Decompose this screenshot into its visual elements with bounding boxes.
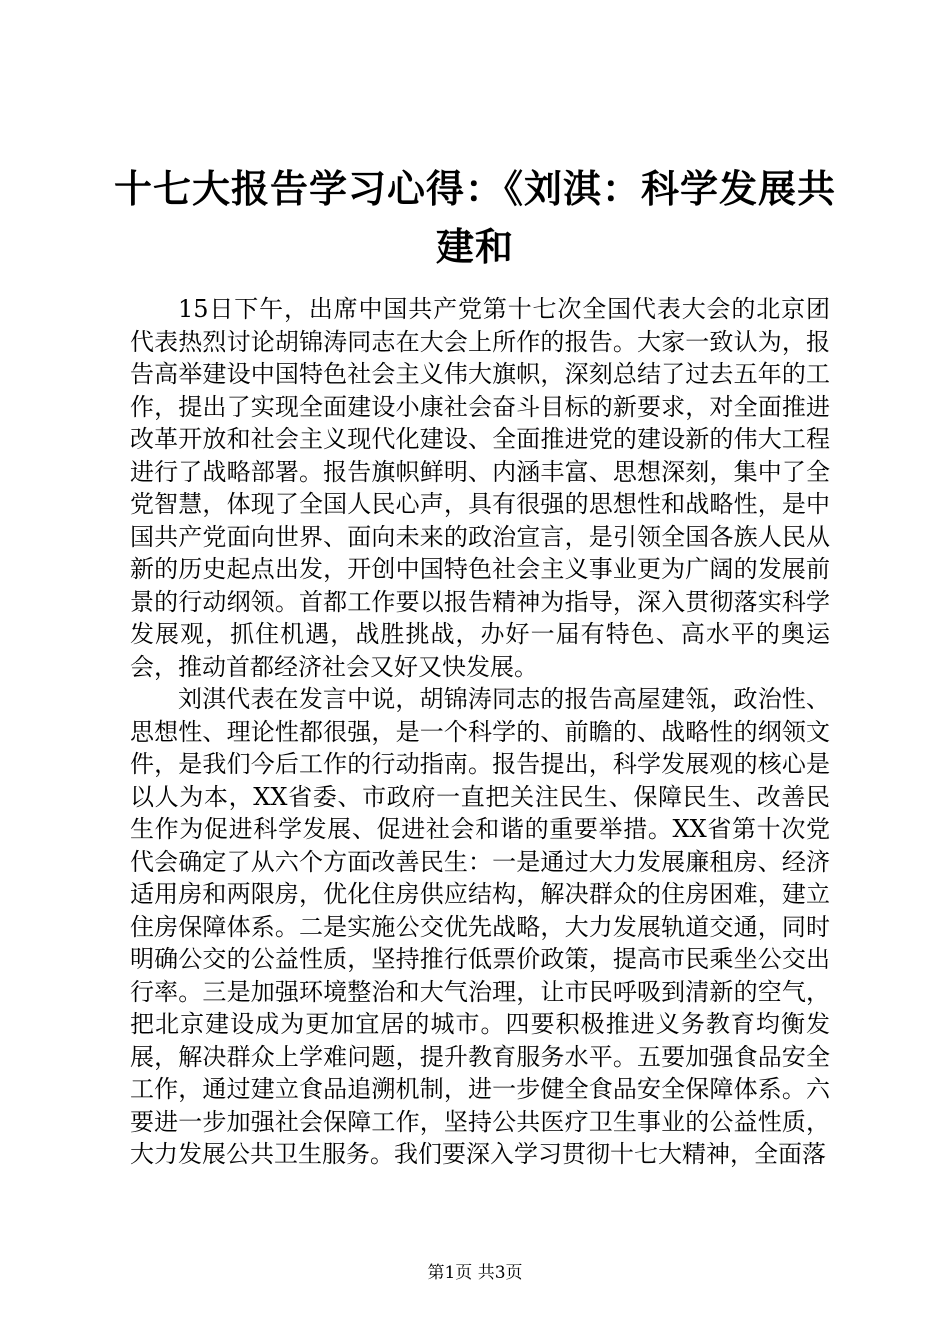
page-number: 第1页 共3页 [427,1263,523,1283]
document-body [130,293,830,1171]
title-block [112,160,838,276]
page-footer [0,1262,950,1284]
paragraph-1: 15日下午，出席中国共产党第十七次全国代表大会的北京团代表热烈讨论胡锦涛同志在大会上所作的报告。大家一致认为，报告高举建设中国特色社会主义伟大旗帜，深刻总结了过去五年的工作，提出了实现全面建设小康社会奋斗目标的新要求，对全面推进改革开放和社会主义现代化建设、全面推进党的建设新的伟大工程进行了战略部署。报告旗帜鲜明、内涵丰富、思想深刻，集中了全党智慧，体现了全国人民心声，具有很强的思想性和战略性，是中国共产党面向世界、面向未来的政治宣言，是引领全国各族人民从新的历史起点出发，开创中国特色社会主义事业更为广阔的发展前景的行动纲领。首都工作要以报告精神为指导，深入贯彻落实科学发展观，抓住机遇，战胜挑战，办好一届有特色、高水平的奥运会，推动首都经济社会又好又快发展。 [130,295,830,681]
paragraph-2: 刘淇代表在发言中说，胡锦涛同志的报告高屋建瓴，政治性、思想性、理论性都很强，是一个科学的、前瞻的、战略性的纲领文件，是我们今后工作的行动指南。报告提出，科学发展观的核心是以人为本，XX省委、市政府一直把关注民生、保障民生、改善民生作为促进科学发展、促进社会和谐的重要举措。XX省第十次党代会确定了从六个方面改善民生：一是通过大力发展廉租房、经济适用房和两限房，优化住房供应结构，解决群众的住房困难，建立住房保障体系。二是实施公交优先战略，大力发展轨道交通，同时明确公交的公益性质，坚持推行低票价政策，提高市民乘坐公交出行率。三是加强环境整治和大气治理，让市民呼吸到清新的空气，把北京建设成为更加宜居的城市。四要积极推进义务教育均衡发展，解决群众上学难问题，提升教育服务水平。五要加强食品安全工作，通过建立食品追溯机制，进一步健全食品安全保障体系。六要进一步加强社会保障工作，坚持公共医疗卫生事业的公益性质，大力发展公共卫生服务。我们要深入学习贯彻十七大精神，全面落 [130,685,830,1168]
document-title: 十七大报告学习心得：《刘淇：科学发展共建和 [113,166,836,269]
